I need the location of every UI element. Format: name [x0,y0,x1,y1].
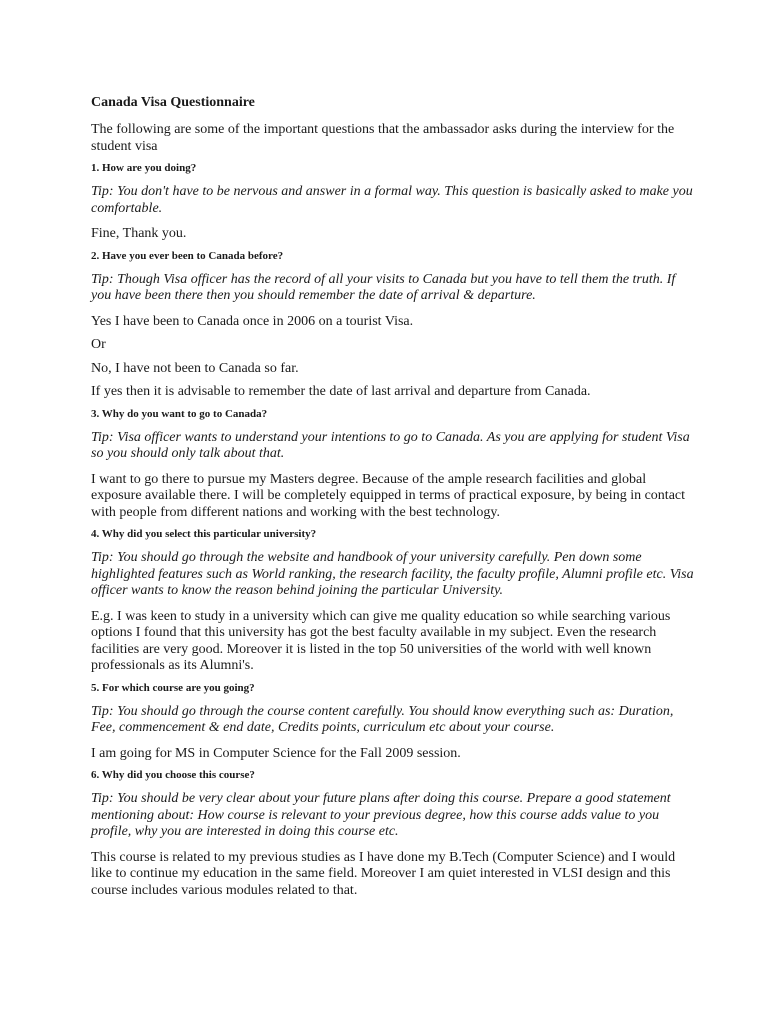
question-heading: 6. Why did you choose this course? [91,769,255,781]
section-1 [91,162,698,243]
answer-text: I want to go there to pursue my Masters degree. Because of the ample research facilities and global exposure available there. I will be completely equipped in terms of practical exposure, by being in contact with people from different nations and working with the best technology. [91,471,686,520]
tip-text: Tip: Though Visa officer has the record of all your visits to Canada but you have to tell them the truth. If you have been there then you should remember the date of arrival & departure. [91,271,676,303]
tip-text: Tip: You should go through the course content carefully. You should know everything such as: Duration, Fee, commencement & end date, Credits points, curriculum etc about your course. [91,703,674,735]
section-2 [91,250,698,401]
question-heading: 4. Why did you select this particular university? [91,528,317,540]
answer-text: This course is related to my previous studies as I have done my B.Tech (Computer Science) and I would like to continue my education in the same field. Moreover I am quiet interested in VLSI design and this course includes various modules related to that. [91,849,676,898]
answer-text: E.g. I was keen to study in a university which can give me quality education so while searching various options I found that this university has got the best faculty available in my subject. Even the research facilities are very good. Moreover it is listed in the top 50 universities of the world with well known professionals as its Alumni's. [91,608,671,673]
question-heading: 3. Why do you want to go to Canada? [91,407,268,420]
intro-paragraph: The following are some of the important questions that the ambassador asks during the interview for the student visa [91,122,675,154]
answer-text: Yes I have been to Canada once in 2006 on a tourist Visa. [91,313,414,329]
answer-text: Or [91,337,106,352]
section-3 [91,408,698,522]
tip-text: Tip: You should go through the website and handbook of your university carefully. Pen down some highlighted features such as World ranking, the research facility, the faculty profile, Alumni profile etc. Visa officer wants to know the reason behind joining the particular University. [91,550,694,598]
answer-text: I am going for MS in Computer Science for the Fall 2009 session. [91,745,461,761]
section-6 [91,769,698,899]
tip-text: Tip: You should be very clear about your future plans after doing this course. Prepare a good statement mentioning about: How course is relevant to your previous degree, how this course adds value to you profile, why you are interested in doing this course etc. [91,791,671,839]
answer-text: If yes then it is advisable to remember the date of last arrival and departure from Canada. [91,384,591,399]
question-heading: 1. How are you doing? [91,162,197,174]
question-heading: 2. Have you ever been to Canada before? [91,249,284,262]
section-4 [91,528,698,675]
section-5 [91,682,698,763]
question-heading: 5. For which course are you going? [91,681,255,694]
answer-text: Fine, Thank you. [91,226,187,241]
document-title: Canada Visa Questionnaire [91,95,255,110]
answer-text: No, I have not been to Canada so far. [91,360,299,376]
tip-text: Tip: You don't have to be nervous and answer in a formal way. This question is basically asked to make you comfortable. [91,184,693,216]
tip-text: Tip: Visa officer wants to understand your intentions to go to Canada. As you are applying for student Visa so you should only talk about that. [91,429,690,461]
